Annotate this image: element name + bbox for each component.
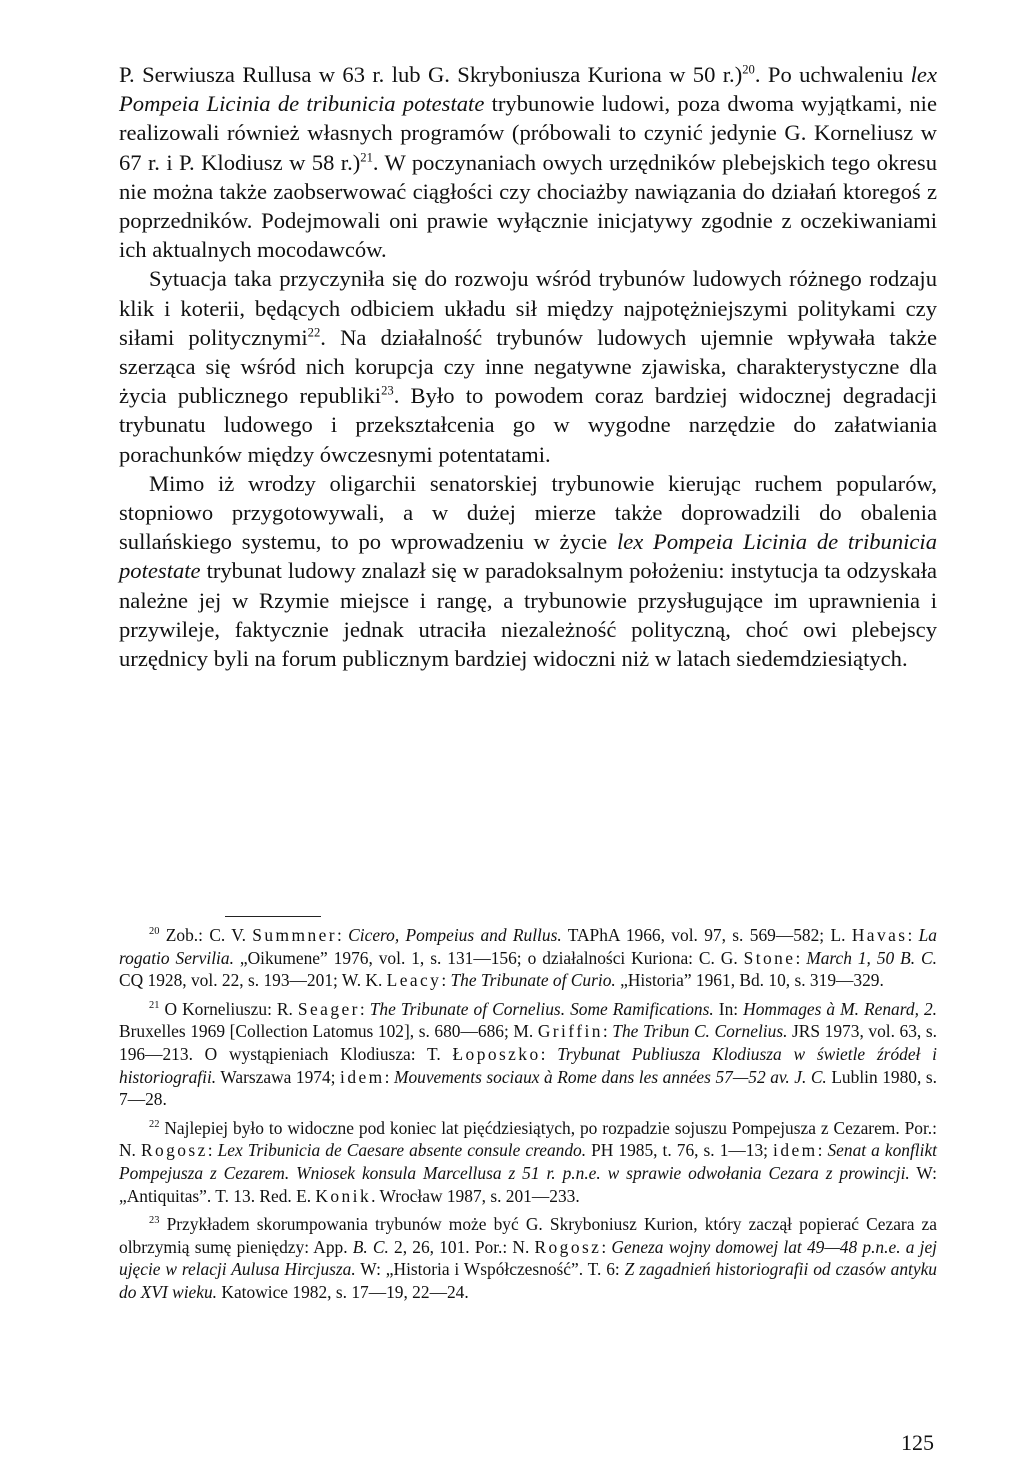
text-run: P. Serwiusza Rullusa w 63 r. lub G. Skryboniusza Kuriona w 50 r.) <box>119 62 743 87</box>
italic-text: Lex Tribunicia de Caesare absente consule creando. <box>217 1140 587 1161</box>
author-name: Leacy <box>386 970 442 991</box>
author-name: Summner <box>252 925 337 945</box>
page-number: 125 <box>901 1430 934 1455</box>
text-run: : <box>817 1140 828 1161</box>
author-name: Łoposzko <box>452 1043 541 1064</box>
footnotes <box>119 924 937 1304</box>
footnote-ref: 23 <box>149 1215 160 1227</box>
text-run: : <box>384 1066 394 1087</box>
text-run: CQ 1928, vol. 22, s. 193—201; W. K. <box>119 970 387 991</box>
text-run: W: „Antiquitas”. T. 13. Red. E. <box>119 1162 937 1206</box>
italic-text: lex Pompeia Licinia de tribunicia potestate <box>119 529 937 584</box>
text-run: Katowice 1982, s. 17—19, 22—24. <box>217 1281 469 1302</box>
text-run: : <box>602 1021 613 1042</box>
footnote-separator <box>225 916 321 917</box>
author-name: idem <box>340 1066 385 1087</box>
text-run: : <box>907 925 919 945</box>
author-name: Seager <box>297 998 360 1019</box>
text-run: TAPhA 1966, vol. 97, s. 569—582; L. <box>561 925 852 945</box>
author-name: Stone <box>743 947 796 968</box>
italic-text: The Tribunate of Curio. <box>450 970 616 991</box>
text-run: „Historia” 1961, Bd. 10, s. 319—329. <box>615 970 884 991</box>
text-run: W: „Historia i Współczesność”. T. 6: <box>355 1259 625 1280</box>
text-run: : <box>540 1043 558 1064</box>
text-run: trybunowie ludowi, poza dwoma wyjątkami, nie realizowali również własnych programów (próbowali to czynić jedynie G. Korneliusz w 67 r. i P. Klodiusz w 58 r.) <box>119 91 937 175</box>
text-run: JRS 1973, vol. 63, s. 196—213. O wystąpieniach Klodiusza: T. <box>119 1021 937 1064</box>
text-run: Lublin 1980, s. 7—28. <box>119 1066 937 1110</box>
footnote-ref: 20 <box>742 62 755 77</box>
italic-text: March 1, 50 B. C. <box>806 947 937 968</box>
text-run: Bruxelles 1969 [Collection Latomus 102], s. 680—686; M. <box>119 1021 538 1042</box>
text-run: „Oikumene” 1976, vol. 1, s. 131—156; o działalności Kuriona: C. G. <box>233 947 744 968</box>
italic-text: B. C. <box>352 1236 389 1257</box>
author-name: Griffin <box>537 1021 603 1042</box>
author-name: Rogosz <box>534 1236 602 1257</box>
text-run: O Korneliuszu: R. <box>159 998 298 1019</box>
text-run: . Było to powodem coraz bardziej widocznej degradacji trybunatu ludowego i przekształcenia go w wygodne narzędzie do załatwiania porachunków między ówczesnymi potentatami. <box>119 383 937 467</box>
text-run: : <box>441 970 451 991</box>
footnote-21 <box>119 998 937 1111</box>
footnote-22 <box>119 1117 937 1207</box>
text-run: : <box>359 998 370 1019</box>
main-text <box>119 60 937 673</box>
footnote-ref: 23 <box>381 383 394 398</box>
footnote-ref: 20 <box>149 926 160 938</box>
paragraph-2 <box>119 264 937 468</box>
text-run: Przykładem skorumpowania trybunów może być G. Skryboniusz Kurion, który zaczął popierać Cezara za olbrzymią sumę pieniędzy: App. <box>119 1214 937 1257</box>
footnote-ref: 22 <box>149 1118 160 1130</box>
author-name: Konik <box>315 1185 372 1206</box>
text-run: 2, 26, 101. Por.: N. <box>388 1236 535 1257</box>
paragraph-3 <box>119 469 937 673</box>
footnote-20 <box>119 924 937 992</box>
footnote-ref: 22 <box>307 325 321 340</box>
italic-text: La rogatio Servilia. <box>119 925 938 968</box>
text-run: Mimo iż wrodzy oligarchii senatorskiej trybunowie kierując ruchem popularów, stopniowo przygotowywali, a w dużej mierze także doprowadzili do obalenia sullańskiego systemu, to po wprowadzeniu w życie <box>119 470 937 555</box>
text-run: . Po uchwaleniu <box>754 62 911 87</box>
paragraph-1 <box>119 60 937 264</box>
text-run: trybunat ludowy znalazł się w paradoksalnym położeniu: instytucja ta odzyskała należne jej w Rzymie miejsce i rangę, a trybunowie przysługujące im uprawnienia i przywileje, faktycznie jednak utraciła niezależność polityczną, choć owi plebejscy urzędnicy byli na forum publicznym bardziej widoczni niż w latach siedemdziesiątych. <box>119 558 937 672</box>
italic-text: The Tribunate of Cornelius. Some Ramifications. <box>369 998 714 1019</box>
text-run: . Wrocław 1987, s. 201—233. <box>371 1185 580 1206</box>
text-run: Zob.: C. V. <box>159 925 253 945</box>
footnote-ref: 21 <box>149 999 160 1011</box>
italic-text: Geneza wojny domowej lat 49—48 p.n.e. a jej ujęcie w relacji Aulusa Hircjusza. <box>119 1236 938 1280</box>
footnote-ref: 21 <box>360 150 373 165</box>
text-run: Warszawa 1974; <box>216 1066 341 1087</box>
italic-text: Senat a konflikt Pompejusza z Cezarem. Wniosek konsula Marcellusa z 51 r. p.n.e. w sprawie odwołania Cezara z prowincji. <box>119 1140 938 1183</box>
author-name: Rogosz <box>140 1140 208 1161</box>
italic-text: Mouvements sociaux à Rome dans les années 57—52 av. J. C. <box>393 1066 827 1087</box>
text-run: : <box>601 1236 612 1257</box>
text-run: : <box>795 947 807 968</box>
italic-text: lex Pompeia Licinia de tribunicia potestate <box>119 62 937 117</box>
text-run: In: <box>713 998 744 1019</box>
italic-text: Z zagadnień historiografii od czasów antyku do XVI wieku. <box>119 1259 937 1302</box>
text-run: Najlepiej było to widoczne pod koniec lat pięćdziesiątych, po rozpadzie sojuszu Pompejusza z Cezarem. Por.: N. <box>119 1117 937 1161</box>
text-run: PH 1985, t. 76, s. 1—13; <box>586 1140 774 1161</box>
footnote-23 <box>119 1213 937 1303</box>
text-run: . Na działalność trybunów ludowych ujemnie wpływała także szerząca się wśród nich korupcja czy inne negatywne zjawiska, charakterystyczne dla życia publicznego republiki <box>119 324 937 409</box>
italic-text: Trybunat Publiusza Klodiusza w świetle źródeł i historiografii. <box>119 1043 937 1087</box>
text-run: . W poczynaniach owych urzędników plebejskich tego okresu nie można także zaobserwować ciągłości czy chociażby nawiązania do działań ktoregoś z poprzedników. Podejmowali oni prawie wyłącznie inicjatywy zgodnie z oczekiwaniami ich aktualnych mocodawców. <box>119 149 937 263</box>
author-name: idem <box>773 1140 818 1161</box>
author-name: Havas <box>851 925 908 945</box>
text-run: : <box>336 925 349 945</box>
text-run: Sytuacja taka przyczyniła się do rozwoju wśród trybunów ludowych różnego rodzaju klik i koterii, będących odbiciem układu sił między najpotężniejszymi politykami czy siłami politycznymi <box>119 266 937 350</box>
italic-text: The Tribun C. Cornelius. <box>612 1021 788 1042</box>
italic-text: Cicero, Pompeius and Rullus. <box>348 925 562 945</box>
text-run: : <box>207 1140 218 1161</box>
italic-text: Hommages à M. Renard, 2. <box>743 998 937 1019</box>
